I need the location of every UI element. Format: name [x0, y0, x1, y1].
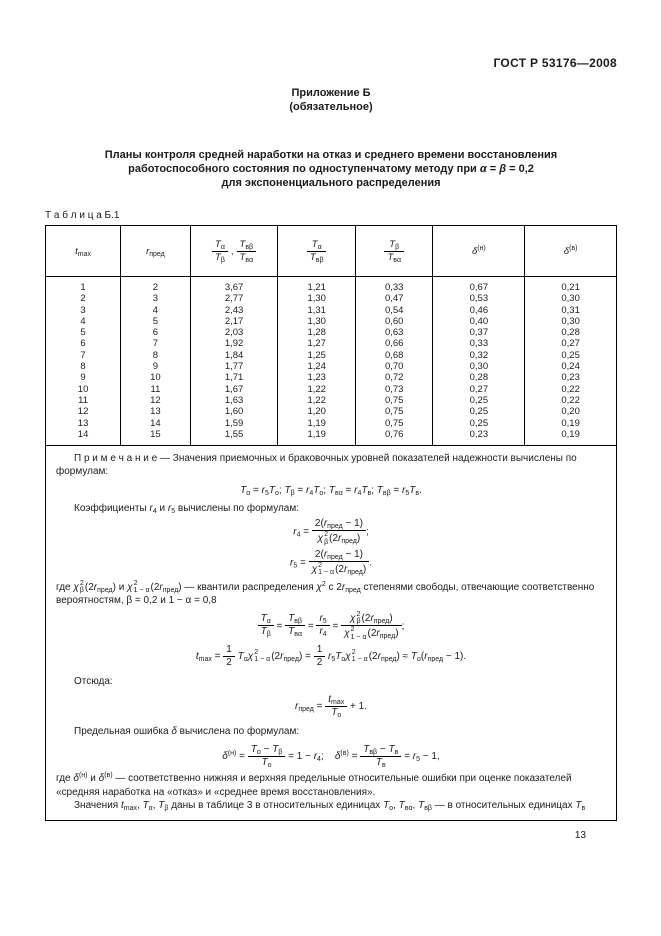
page-content	[45, 0, 617, 841]
formula-r5: $r_5$ = $2(r_{пред} - 1)$ χ 2 1 − α $(2r_{пред})$ .	[290, 548, 372, 577]
table-cell: 0,47	[355, 293, 433, 304]
table-row	[46, 406, 616, 417]
title-line-3: для экспоненциального распределения	[221, 177, 441, 189]
table-cell: 0,28	[433, 372, 525, 383]
coefficients-text: Коэффициенты $r_4$ и $r_5$ вычислены по формулам:	[74, 503, 300, 516]
table-row	[46, 327, 616, 338]
table-cell: 1,67	[190, 384, 278, 395]
table-cell: 15	[121, 429, 191, 445]
table-cell: 0,33	[433, 338, 525, 349]
col-header-tmax: $t_{max}$	[46, 226, 121, 277]
table-cell: 2	[121, 277, 191, 294]
formula-ratio-chain: $\frac{T_\alpha}{T_\beta}$ = $T_{в\beta}$ $T_{в\alpha}$ = $\frac{r_5}{r_4}$ = χ 2 β $(2r_{пред})$ χ 2 1 − α $(2r_{пред})$ ;	[56, 611, 606, 641]
table-cell: 11	[121, 384, 191, 395]
table-cell: 0,19	[525, 418, 616, 429]
table-cell: 1,30	[278, 316, 356, 327]
table-cell: 1,84	[190, 350, 278, 361]
table-cell: 12	[121, 395, 191, 406]
title-line-2: работоспособного состояния по одноступенчатому методу при α = β = 0,2	[128, 163, 534, 175]
col-header-delta-n: $\delta^{(н)}$	[433, 226, 525, 277]
table-cell: 1,59	[190, 418, 278, 429]
formula-r4: $r_4$ = $2(r_{пред} - 1)$ χ 2 β $(2r_{пред})$ ;	[293, 518, 369, 546]
table-row	[46, 350, 616, 361]
table-cell: 7	[121, 338, 191, 349]
appendix-kind: (обязательное)	[289, 101, 373, 113]
table-cell: 1,92	[190, 338, 278, 349]
table-cell: 0,67	[433, 277, 525, 294]
table-cell: 0,72	[355, 372, 433, 383]
standard-number: ГОСТ Р 53176—2008	[493, 56, 617, 70]
table-cell: 0,53	[433, 293, 525, 304]
table-cell: 1,71	[190, 372, 278, 383]
table-cell: 0,76	[355, 429, 433, 445]
table-row	[46, 361, 616, 372]
table-row	[46, 305, 616, 316]
table-cell: 0,25	[433, 395, 525, 406]
table-cell: 0,75	[355, 406, 433, 417]
table-cell: 10	[77, 383, 89, 395]
col-header-delta-v: $\delta^{(в)}$	[525, 226, 616, 277]
table-cell: 0,32	[433, 350, 525, 361]
table-header	[46, 226, 616, 277]
table-cell: 0,70	[355, 361, 433, 372]
table-cell: 0,22	[525, 384, 616, 395]
table-row	[46, 429, 616, 445]
table-row	[46, 316, 616, 327]
table-row	[46, 338, 616, 349]
table-cell: 0,63	[355, 327, 433, 338]
table-cell: 0,30	[525, 316, 616, 327]
table-cell: 1,30	[278, 293, 356, 304]
table-cell: 2,77	[190, 293, 278, 304]
table-cell: 1,19	[278, 429, 356, 445]
table-cell: 10	[121, 372, 191, 383]
table-cell: 4	[121, 305, 191, 316]
table-cell: 1,21	[278, 277, 356, 294]
table-cell: 1,25	[278, 350, 356, 361]
table-cell: 8	[80, 361, 86, 373]
table-cell: 2,43	[190, 305, 278, 316]
table-row	[46, 277, 616, 294]
table-cell: 0,46	[433, 305, 525, 316]
table-cell: 1,60	[190, 406, 278, 417]
table-cell: 7	[80, 349, 86, 361]
table-cell: 0,24	[525, 361, 616, 372]
table-caption: Т а б л и ц а Б.1	[45, 210, 120, 221]
table-cell: 0,54	[355, 305, 433, 316]
table-row	[46, 395, 616, 406]
table-row	[46, 372, 616, 383]
table-cell: 0,68	[355, 350, 433, 361]
table-cell: 2,03	[190, 327, 278, 338]
table-cell: 0,40	[433, 316, 525, 327]
reliability-plans-table	[46, 226, 616, 445]
col-header-ta-tvb: $T_\alpha$ $T_{в\beta}$	[278, 226, 356, 277]
col-header-rpred: $r_{пред}$	[121, 226, 191, 277]
table-cell: 14	[121, 418, 191, 429]
note-intro: П р и м е ч а н и е — Значения приемочных и браковочных уровней показателей надежности вычислены по формулам:	[56, 453, 577, 478]
col-header-tb-tva: $T_\beta$ $T_{в\alpha}$	[355, 226, 433, 277]
appendix-label: Приложение Б	[291, 87, 371, 99]
table-row	[46, 384, 616, 395]
table-cell: 12	[77, 406, 89, 418]
table-cell: 0,21	[525, 277, 616, 294]
col-header-ratio-pair: $\frac{T_\alpha}{T_\beta}$ , $T_{в\beta}$ $T_{в\alpha}$	[190, 226, 278, 277]
table-cell: 1	[80, 282, 86, 293]
table-cell: 0,33	[355, 277, 433, 294]
table-cell: 0,20	[525, 406, 616, 417]
table-cell: 0,75	[355, 418, 433, 429]
table-header-row	[46, 226, 616, 277]
table-cell: 0,22	[525, 395, 616, 406]
table-cell: 1,23	[278, 372, 356, 383]
table-cell: 0,75	[355, 395, 433, 406]
limit-error-text: Предельная ошибка δ вычислена по формулам:	[74, 726, 300, 738]
where-chi-text: где χ 2 β $(2r_{пред})$ и χ 2 1 − α $(2r_{пред})$ — квантили распределения $\chi^2$ с $2r_{пред}$ степенями свободы, отвечающие соответственно вероятностям, β = 0,2 и 1 − α = 0,8	[56, 579, 595, 607]
table-cell: 1,63	[190, 395, 278, 406]
table-cell: 8	[121, 350, 191, 361]
table-cell: 0,23	[433, 429, 525, 445]
table-cell: 9	[121, 361, 191, 372]
table-row	[46, 293, 616, 304]
table-row	[46, 418, 616, 429]
table-cell: 5	[121, 316, 191, 327]
table-cell: 0,25	[525, 350, 616, 361]
table-cell: 13	[77, 417, 89, 429]
table-cell: 0,23	[525, 372, 616, 383]
document-title	[45, 148, 617, 190]
page-number: 13	[574, 829, 586, 841]
table-body	[46, 277, 616, 446]
table-cell: 0,31	[525, 305, 616, 316]
table-cell: 1,19	[278, 418, 356, 429]
formula-rpred: $r_{пред}$ = $t_{max}$ $T_о$ + 1.	[294, 694, 368, 720]
table-cell: 0,27	[525, 338, 616, 349]
table-cell: 9	[80, 372, 86, 384]
table-cell: 1,20	[278, 406, 356, 417]
table-cell: 1,28	[278, 327, 356, 338]
table-cell: 0,73	[355, 384, 433, 395]
table-cell: 3	[121, 293, 191, 304]
table-cell: 3	[80, 304, 86, 316]
table-cell: 1,27	[278, 338, 356, 349]
formula-delta: $\delta^{(н)}$ = $T_о - T_\beta$ $T_о$ = $1 - r_4$; $\delta^{(в)}$ = $T_{в\beta} - T_в$ $T_в$ = $r_5 - 1$,	[222, 744, 440, 770]
hence-label: Отсюда:	[74, 675, 113, 687]
table-cell: 0,25	[433, 418, 525, 429]
table-cell: 1,22	[278, 395, 356, 406]
table-cell: 1,24	[278, 361, 356, 372]
where-delta-text: где $\delta^{(н)}$ и $\delta^{(в)}$ — соответственно нижняя и верхняя предельные относительные ошибки при оценке показателей «средняя наработка на «отказ» и «среднее время восстановления».	[56, 772, 572, 798]
table-cell: 6	[121, 327, 191, 338]
table-cell: 2,17	[190, 316, 278, 327]
table-cell: 4	[80, 315, 86, 327]
table-cell: 1,22	[278, 384, 356, 395]
table-cell: 1,31	[278, 305, 356, 316]
table-cell: 1,77	[190, 361, 278, 372]
title-line-1: Планы контроля средней наработки на отказ и среднего времени восстановления	[104, 149, 558, 161]
table-cell: 3,67	[190, 277, 278, 294]
table-cell: 0,66	[355, 338, 433, 349]
table-cell: 0,19	[525, 429, 616, 445]
table-cell: 14	[77, 428, 89, 440]
table-cell: 0,25	[433, 406, 525, 417]
formula-acceptance-levels: $T_\alpha = r_5T_о$; $T_\beta = r_4T_о$; $T_{в\alpha} = r_4T_в$; $T_{в\beta} = r_5T_в$.	[240, 484, 422, 497]
table-frame	[45, 225, 617, 821]
table-cell: 0,30	[433, 361, 525, 372]
table-cell: 6	[80, 338, 86, 350]
values-text: Значения $t_{max}$, $T_\alpha$, $T_\beta$ даны в таблице 3 в относительных единицах $T_о$, $T_{в\alpha}$, $T_{в\beta}$ — в относительных единицах $T_в$	[74, 799, 586, 812]
appendix-heading	[45, 86, 617, 114]
table-cell: 1,55	[190, 429, 278, 445]
table-cell: 0,30	[525, 293, 616, 304]
table-cell: 13	[121, 406, 191, 417]
table-cell: 2	[80, 293, 86, 305]
table-notes	[46, 445, 616, 820]
formula-tmax: $t_{max}$ = $\frac{1}{2}$ $T_\alpha\chi$ 2 1 − α $(2r_{пред})$ = $\frac{1}{2}$ $r_5T_о\chi$ 2 1 − α $(2r_{пред}) \approx T_о(r_{пред} - 1)$.	[195, 643, 467, 668]
table-cell: 0,60	[355, 316, 433, 327]
table-cell: 0,27	[433, 384, 525, 395]
table-cell: 0,28	[525, 327, 616, 338]
table-cell: 5	[80, 327, 86, 339]
table-cell: 0,37	[433, 327, 525, 338]
table-cell: 11	[78, 394, 89, 406]
